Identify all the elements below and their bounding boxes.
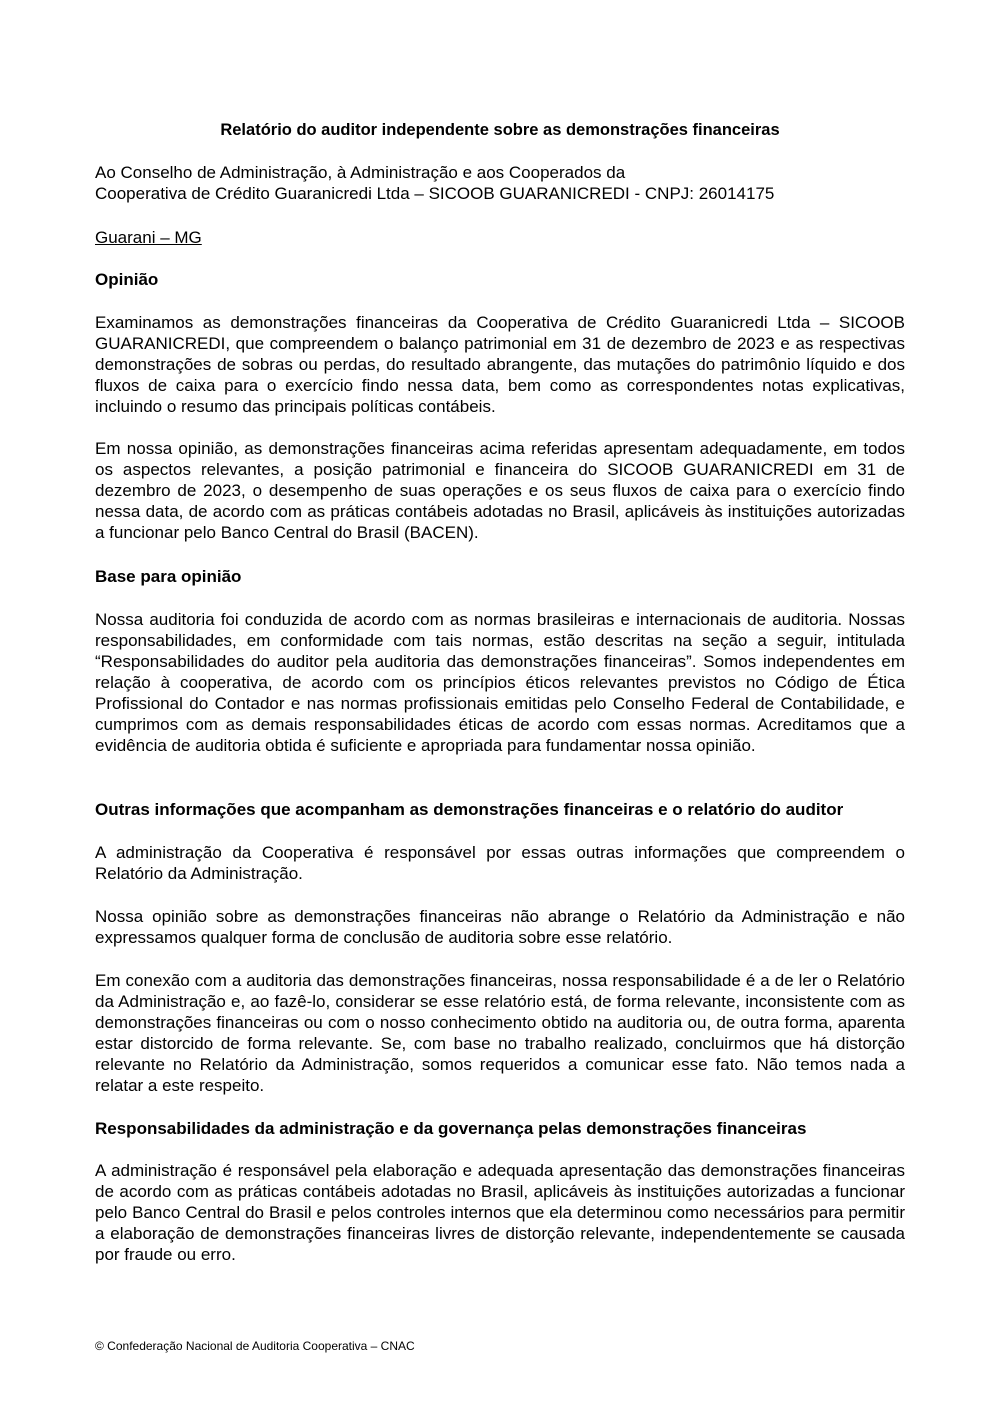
paragraph-outras-3: Em conexão com a auditoria das demonstrações financeiras, nossa responsabilidade é a de ler o Relatório da Administração e, ao fazê-lo, considerar se esse relatório está, de forma relevante, inconsistente com as demonstrações financeiras ou com o nosso conhecimento obtido na auditoria ou, de outra forma, aparenta estar distorcido de forma relevante. Se, com base no trabalho realizado, concluirmos que há distorção relevante no Relatório da Administração, somos requeridos a comunicar esse fato. Não temos nada a relatar a este respeito. (95, 971, 905, 1095)
heading-responsabilidades: Responsabilidades da administração e da governança pelas demonstrações financeiras (95, 1119, 807, 1138)
heading-opiniao: Opinião (95, 270, 159, 289)
location: Guarani – MG (95, 228, 202, 247)
addressee-line-1: Ao Conselho de Administração, à Administração e aos Cooperados da (95, 163, 626, 182)
heading-base: Base para opinião (95, 567, 242, 586)
addressee (95, 162, 905, 204)
paragraph-opiniao-1: Examinamos as demonstrações financeiras da Cooperativa de Crédito Guaranicredi Ltda – SICOOB GUARANICREDI, que compreendem o balanço patrimonial em 31 de dezembro de 2023 e as respectivas demonstrações de sobras ou perdas, do resultado abrangente, das mutações do patrimônio líquido e dos fluxos de caixa para o exercício findo nessa data, bem como as correspondentes notas explicativas, incluindo o resumo das principais políticas contábeis. (95, 313, 905, 416)
footer: © Confederação Nacional de Auditoria Cooperativa – CNAC (95, 1339, 415, 1353)
heading-outras: Outras informações que acompanham as demonstrações financeiras e o relatório do auditor (95, 800, 844, 819)
paragraph-opiniao-2: Em nossa opinião, as demonstrações financeiras acima referidas apresentam adequadamente, em todos os aspectos relevantes, a posição patrimonial e financeira do SICOOB GUARANICREDI em 31 de dezembro de 2023, o desempenho de suas operações e os seus fluxos de caixa para o exercício findo nessa data, de acordo com as práticas contábeis adotadas no Brasil, aplicáveis às instituições autorizadas a funcionar pelo Banco Central do Brasil (BACEN). (95, 439, 905, 542)
addressee-line-2: Cooperativa de Crédito Guaranicredi Ltda – SICOOB GUARANICREDI - CNPJ: 26014175 (95, 184, 775, 203)
paragraph-outras-1: A administração da Cooperativa é responsável por essas outras informações que compreendem o Relatório da Administração. (95, 843, 905, 883)
paragraph-outras-2: Nossa opinião sobre as demonstrações financeiras não abrange o Relatório da Administração e não expressamos qualquer forma de conclusão de auditoria sobre esse relatório. (95, 907, 905, 947)
paragraph-responsabilidades-1: A administração é responsável pela elaboração e adequada apresentação das demonstrações financeiras de acordo com as práticas contábeis adotadas no Brasil, aplicáveis às instituições autorizadas a funcionar pelo Banco Central do Brasil e pelos controles internos que ela determinou como necessários para permitir a elaboração de demonstrações financeiras livres de distorção relevante, independentemente se causada por fraude ou erro. (95, 1161, 905, 1264)
paragraph-base-1: Nossa auditoria foi conduzida de acordo com as normas brasileiras e internacionais de auditoria. Nossas responsabilidades, em conformidade com tais normas, estão descritas na seção a seguir, intitulada “Responsabilidades do auditor pela auditoria das demonstrações financeiras”. Somos independentes em relação à cooperativa, de acordo com os princípios éticos relevantes previstos no Código de Ética Profissional do Contador e nas normas profissionais emitidas pelo Conselho Federal de Contabilidade, e cumprimos com as demais responsabilidades éticas de acordo com essas normas. Acreditamos que a evidência de auditoria obtida é suficiente e apropriada para fundamentar nossa opinião. (95, 610, 905, 755)
report-title: Relatório do auditor independente sobre as demonstrações financeiras (220, 121, 780, 139)
